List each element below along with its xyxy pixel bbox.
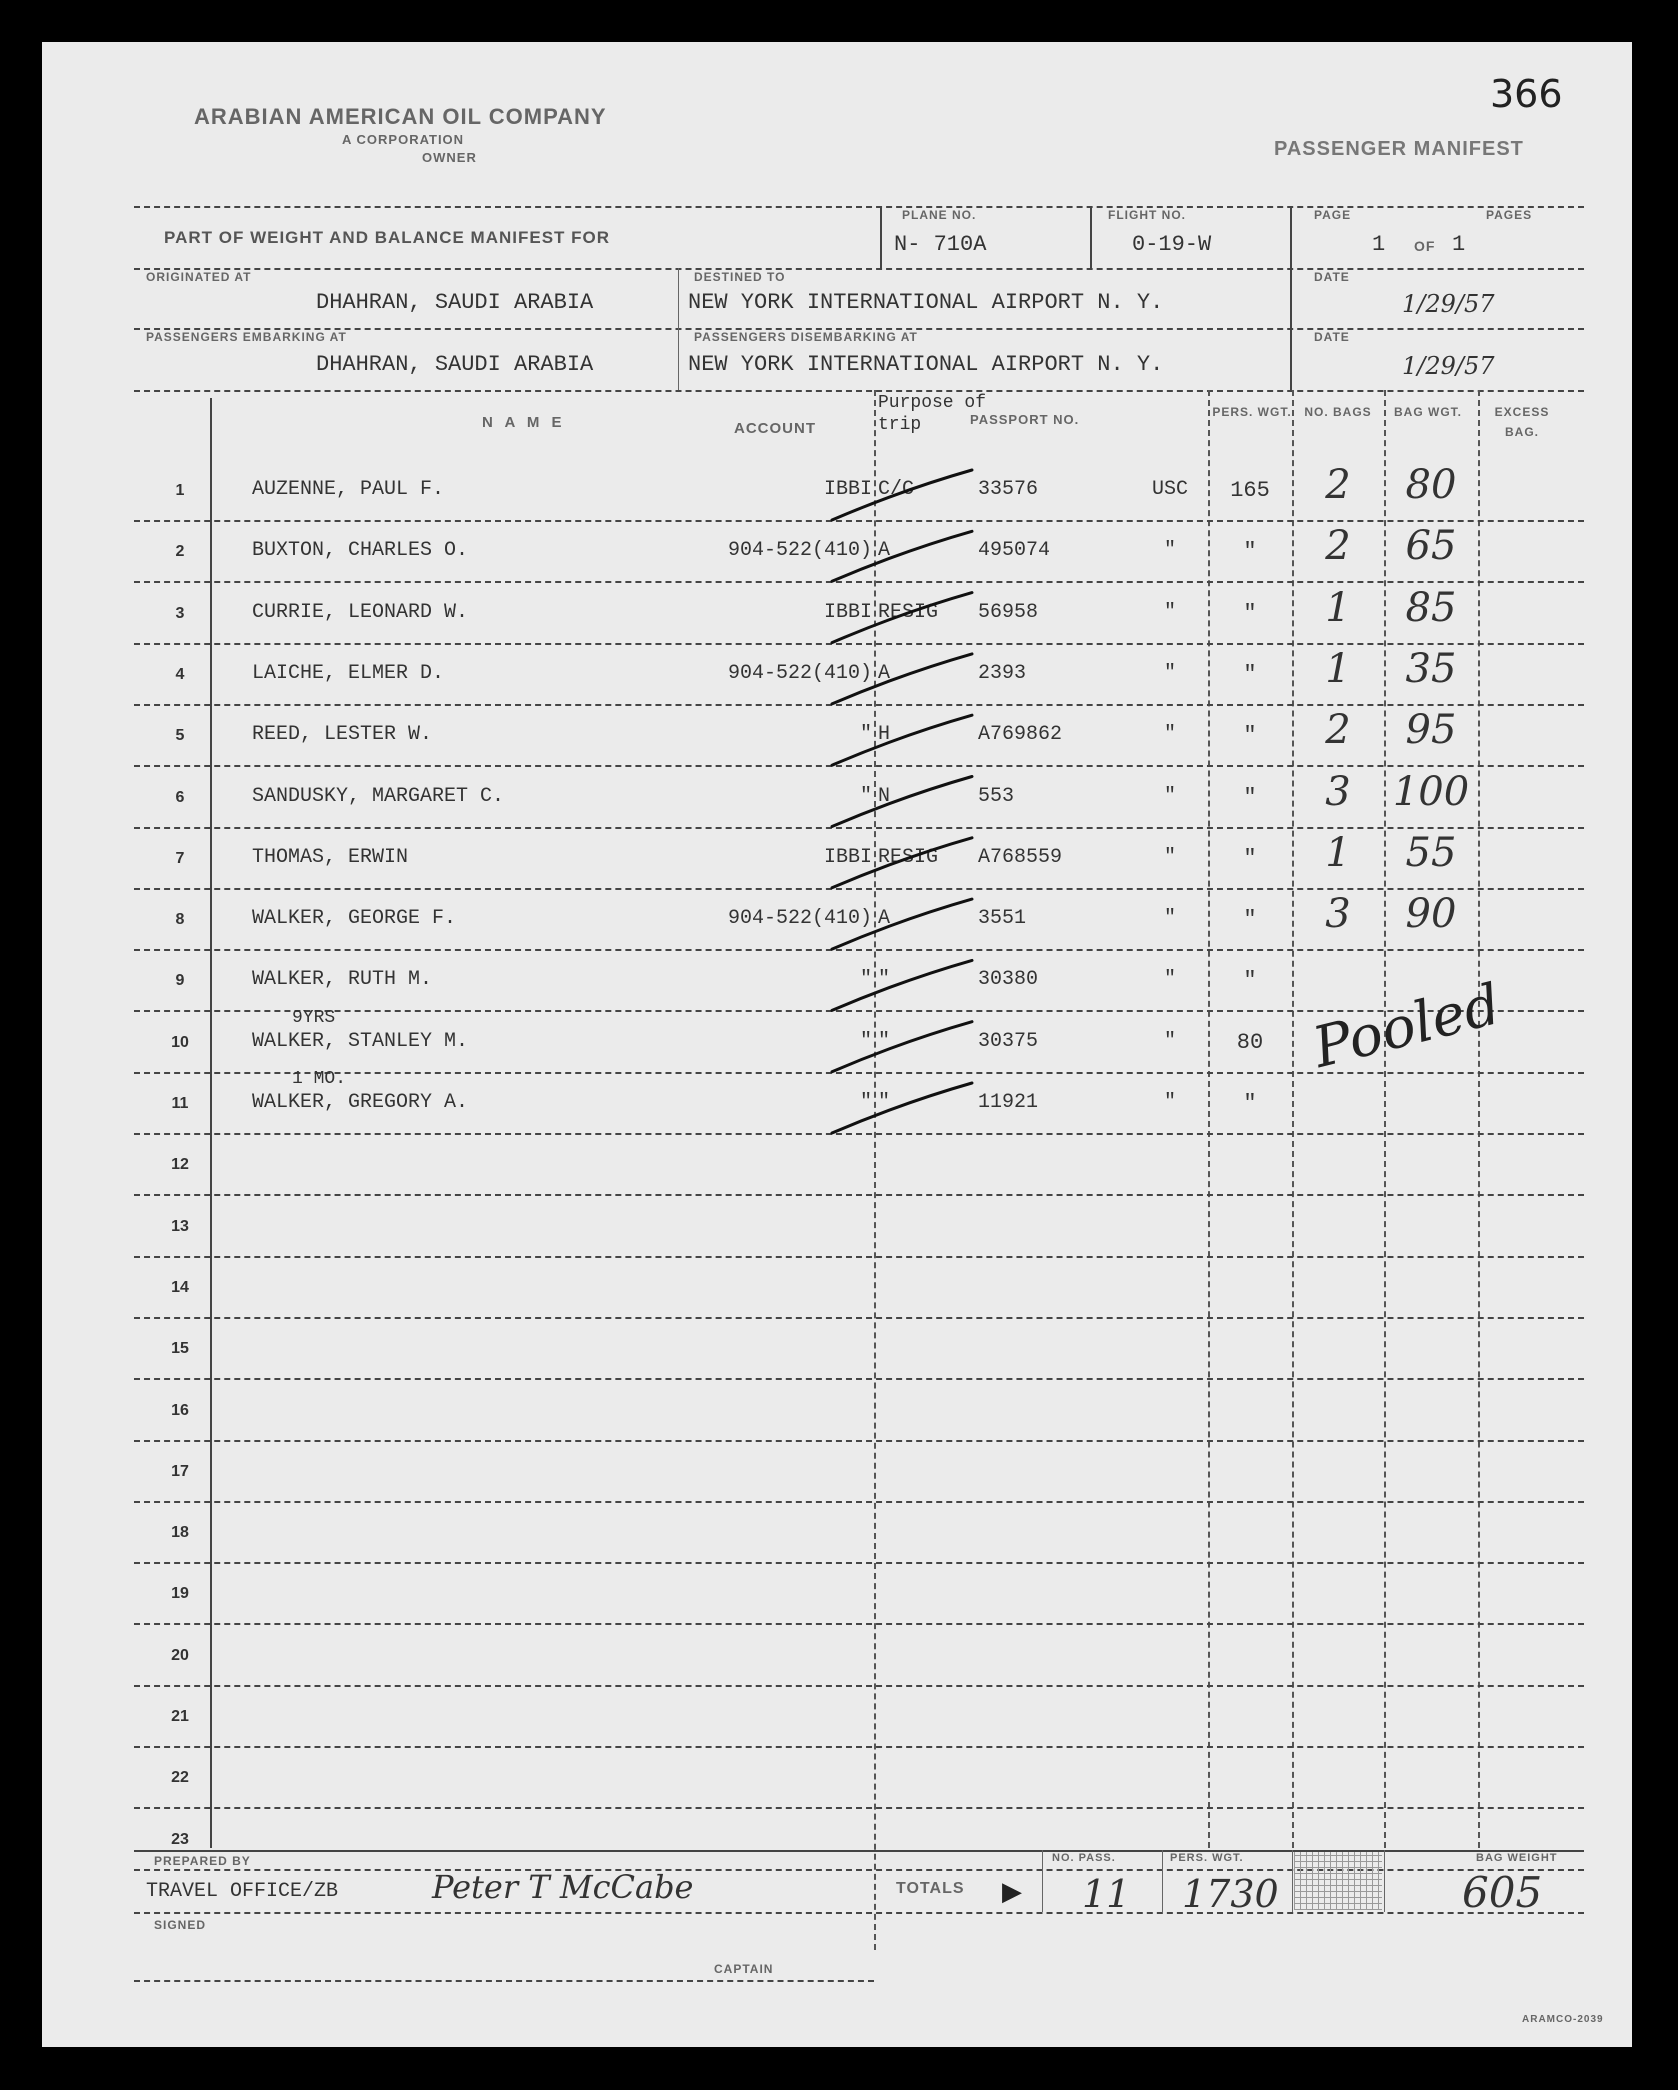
disembarking-label: PASSENGERS DISEMBARKING AT [694, 330, 918, 344]
cell-bag-wgt: 80 [1405, 462, 1457, 508]
row-number: 1 [175, 482, 185, 499]
cell-bags: 1 [1325, 584, 1351, 631]
cell-nat: " [1163, 968, 1176, 992]
pers-wgt-label: PERS. WGT. [1170, 1852, 1244, 1864]
signature: Peter T McCabe [432, 1868, 694, 1906]
cell-passport: 30380 [978, 968, 1039, 992]
cell-passport: 2393 [978, 661, 1027, 685]
pen-tick [832, 715, 972, 765]
prepared-label: PREPARED BY [154, 1854, 251, 1868]
cell-bags: 1 [1325, 829, 1351, 876]
cell-account: IBBI [823, 600, 872, 624]
date2-label: DATE [1314, 330, 1350, 344]
cell-passport: A769862 [978, 723, 1063, 747]
cell-wgt: 165 [1230, 478, 1270, 503]
row-number: 12 [171, 1156, 189, 1174]
row-number: 21 [171, 1708, 189, 1725]
cell-account: " [859, 1029, 872, 1053]
flight-no: 0-19-W [1132, 232, 1212, 257]
pages-value: 1 [1452, 232, 1466, 257]
cell-name: THOMAS, ERWIN [252, 845, 409, 869]
cell-purpose: A [878, 907, 891, 931]
cell-wgt: " [1243, 661, 1257, 687]
corporation-label: A CORPORATION [342, 132, 465, 147]
cell-passport: 11921 [978, 1091, 1039, 1114]
pen-tick [832, 777, 972, 827]
cell-nat: " [1163, 1029, 1176, 1053]
cell-purpose: A [878, 539, 891, 563]
cell-name: CURRIE, LEONARD W. [252, 600, 469, 624]
col-no-bags: NO. BAGS [1304, 405, 1372, 419]
cell-name: WALKER, RUTH M. [252, 968, 433, 992]
cell-passport: 553 [978, 784, 1015, 808]
cell-account: " [859, 968, 872, 992]
destined-label: DESTINED TO [694, 270, 786, 284]
pen-tick [832, 960, 972, 1010]
cell-passport: 3551 [978, 907, 1027, 931]
cell-bag-wgt: 65 [1405, 523, 1457, 570]
page-label: PAGE [1314, 208, 1352, 222]
cell-wgt: " [1243, 907, 1257, 933]
row-number: 9 [175, 972, 185, 990]
row-number: 17 [171, 1462, 189, 1480]
cell-wgt: " [1243, 600, 1257, 626]
cell-purpose: A [878, 661, 891, 685]
row-number: 18 [171, 1524, 189, 1542]
col-passport: PASSPORT NO. [970, 412, 1080, 427]
cell-name: WALKER, STANLEY M. [252, 1029, 469, 1053]
cell-wgt: " [1243, 723, 1257, 749]
cell-bag-wgt: 85 [1405, 584, 1457, 631]
row-number: 4 [175, 665, 185, 683]
col-purpose: Purpose of trip [878, 393, 987, 435]
totals-label: TOTALS [896, 1880, 965, 1897]
cell-purpose: " [878, 1029, 891, 1053]
bag-weight-value: 605 [1462, 1868, 1543, 1917]
page-value: 1 [1372, 232, 1386, 257]
row-number: 22 [171, 1769, 189, 1787]
col-excess-bag: EXCESS BAG. [1494, 405, 1550, 439]
destined-value: NEW YORK INTERNATIONAL AIRPORT N. Y. [688, 290, 1164, 315]
row-number: 5 [175, 727, 185, 745]
row-number: 2 [175, 543, 185, 561]
cell-bags: 1 [1325, 645, 1351, 692]
cell-purpose: RESIG [878, 600, 939, 624]
cell-bag-wgt: 35 [1405, 645, 1457, 692]
form-title: PASSENGER MANIFEST [1274, 138, 1524, 160]
cell-bags: 2 [1325, 707, 1351, 754]
cell-purpose: RESIG [878, 845, 939, 869]
pen-tick [832, 593, 972, 643]
cell-name: REED, LESTER W. [252, 723, 433, 747]
cell-bag-wgt: 100 [1392, 768, 1470, 815]
cell-nat: " [1163, 845, 1176, 869]
flight-no-label: FLIGHT NO. [1108, 208, 1186, 222]
row-number: 10 [171, 1033, 189, 1051]
col-name: N A M E [482, 414, 566, 431]
pers-wgt-value: 1730 [1182, 1872, 1279, 1916]
signed-label: SIGNED [154, 1918, 207, 1932]
date2-value: 1/29/57 [1402, 352, 1495, 380]
pages-label: PAGES [1486, 208, 1533, 222]
row-number: 8 [175, 911, 185, 929]
plane-no-label: PLANE NO. [902, 208, 977, 222]
row-number: 11 [171, 1095, 189, 1112]
cell-account: IBBI [823, 845, 872, 869]
cell-nat: " [1163, 539, 1176, 563]
cell-passport: 33576 [978, 478, 1039, 501]
cell-wgt: " [1243, 784, 1257, 810]
cell-account: 904-522(410) [727, 907, 872, 931]
cell-purpose: " [878, 968, 891, 992]
cell-bags: 3 [1325, 891, 1351, 938]
captain-label: CAPTAIN [714, 1962, 774, 1976]
pen-tick [832, 654, 972, 704]
cell-bag-wgt: 95 [1405, 707, 1457, 754]
row-number: 23 [171, 1830, 189, 1848]
pen-tick [832, 531, 972, 581]
cell-account: IBBI [823, 478, 872, 501]
originated-value: DHAHRAN, SAUDI ARABIA [316, 290, 594, 315]
pen-tick [832, 1022, 972, 1072]
cell-name: WALKER, GEORGE F. [252, 907, 457, 931]
cell-purpose: C/C [878, 478, 915, 501]
pen-tick [832, 1083, 972, 1133]
row-number: 19 [171, 1585, 189, 1603]
embarking-value: DHAHRAN, SAUDI ARABIA [316, 352, 594, 377]
row-number: 20 [171, 1646, 189, 1664]
row-number: 3 [175, 604, 185, 622]
part-of-label: PART OF WEIGHT AND BALANCE MANIFEST FOR [164, 228, 611, 247]
cell-nat: USC [1151, 478, 1188, 501]
cell-nat: " [1163, 600, 1176, 624]
cell-name: AUZENNE, PAUL F. [252, 478, 445, 501]
owner-label: OWNER [422, 150, 477, 165]
company-name: ARABIAN AMERICAN OIL COMPANY [194, 104, 607, 129]
cell-nat: " [1163, 661, 1176, 685]
bag-weight-label: BAG WEIGHT [1476, 1852, 1558, 1864]
cell-name: LAICHE, ELMER D. [252, 661, 445, 685]
no-pass-label: NO. PASS. [1052, 1852, 1116, 1864]
plane-no: N- 710A [894, 232, 987, 257]
cell-bags: 2 [1325, 523, 1351, 570]
cell-wgt: " [1243, 539, 1257, 565]
cell-bag-wgt: 55 [1405, 829, 1457, 876]
cell-purpose: H [878, 723, 891, 747]
age-note: 9YRS [292, 1007, 336, 1028]
row-number: 6 [175, 788, 185, 806]
cell-account: 904-522(410) [727, 539, 872, 563]
cell-bags: 2 [1325, 462, 1351, 508]
cell-wgt: " [1243, 968, 1257, 994]
cell-account: " [859, 784, 872, 808]
row-number: 13 [171, 1217, 189, 1235]
cell-name: SANDUSKY, MARGARET C. [252, 784, 505, 808]
embarking-label: PASSENGERS EMBARKING AT [146, 330, 347, 344]
col-bag-wgt: BAG WGT. [1394, 405, 1462, 419]
disembarking-value: NEW YORK INTERNATIONAL AIRPORT N. Y. [688, 352, 1164, 377]
cell-wgt: 80 [1236, 1029, 1264, 1055]
cell-name: WALKER, GREGORY A. [252, 1091, 469, 1114]
cell-nat: " [1163, 784, 1176, 808]
cell-purpose: " [878, 1091, 891, 1114]
cell-account: " [859, 723, 872, 747]
cell-passport: 30375 [978, 1029, 1039, 1053]
row-number: 15 [171, 1340, 189, 1358]
cell-nat: " [1163, 1091, 1176, 1114]
originated-label: ORIGINATED AT [146, 270, 252, 284]
cell-purpose: N [878, 784, 891, 808]
page-number: 366 [1490, 72, 1563, 116]
prepared-value: TRAVEL OFFICE/ZB [146, 1880, 339, 1903]
cell-nat: " [1163, 907, 1176, 931]
row-number: 14 [171, 1278, 189, 1296]
pen-tick [832, 899, 972, 949]
date1-value: 1/29/57 [1402, 290, 1495, 318]
manifest-sheet [42, 42, 1632, 2047]
cell-account: " [859, 1091, 872, 1114]
cell-wgt: " [1243, 1091, 1257, 1116]
date1-label: DATE [1314, 270, 1350, 284]
cell-nat: " [1163, 723, 1176, 747]
totals-arrow-icon: ▶ [1002, 1876, 1022, 1906]
row-number: 16 [171, 1401, 189, 1419]
form-code: ARAMCO-2039 [1522, 2014, 1604, 2025]
no-pass-value: 11 [1082, 1872, 1131, 1916]
pen-marks [42, 42, 1632, 2047]
cell-passport: 56958 [978, 600, 1039, 624]
of-label: OF [1414, 238, 1436, 254]
age-note: 1 MO. [292, 1069, 347, 1089]
cell-bag-wgt: 90 [1405, 891, 1457, 938]
row-number: 7 [175, 849, 185, 867]
pen-tick [832, 470, 972, 520]
cell-account: 904-522(410) [727, 661, 872, 685]
cell-wgt: " [1243, 845, 1257, 871]
col-pers-wgt: PERS. WGT. [1212, 405, 1292, 419]
cell-bags: 3 [1325, 768, 1351, 815]
cell-passport: 495074 [978, 539, 1051, 563]
cell-passport: A768559 [978, 845, 1063, 869]
pooled-note: Pooled [1306, 972, 1507, 1081]
pen-tick [832, 838, 972, 888]
cell-name: BUXTON, CHARLES O. [252, 539, 469, 563]
col-account: ACCOUNT [734, 420, 816, 437]
